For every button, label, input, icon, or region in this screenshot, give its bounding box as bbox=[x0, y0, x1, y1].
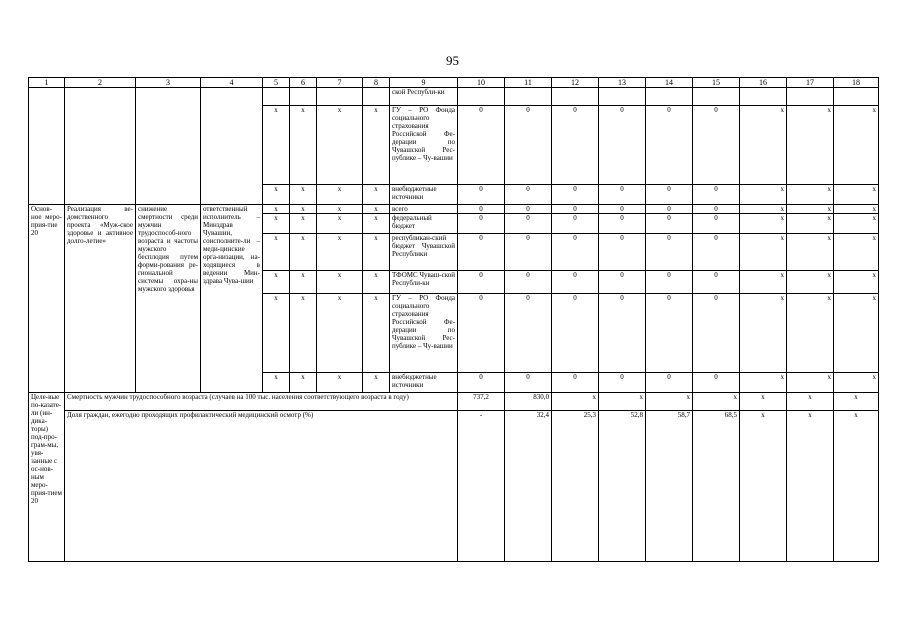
header-row bbox=[29, 78, 879, 88]
value-cell: x bbox=[552, 393, 599, 411]
value-cell: x bbox=[693, 393, 740, 411]
value-cell: 0 bbox=[505, 373, 552, 393]
value-cell: x bbox=[834, 393, 879, 411]
table-row bbox=[29, 393, 879, 411]
value-cell: x bbox=[290, 205, 317, 214]
table-cell bbox=[505, 88, 552, 106]
value-cell: x bbox=[363, 234, 390, 271]
column-header: 11 bbox=[505, 78, 552, 88]
column-header: 18 bbox=[834, 78, 879, 88]
value-cell: 0 bbox=[693, 294, 740, 373]
value-cell: x bbox=[290, 234, 317, 271]
value-cell: 737,2 bbox=[458, 393, 505, 411]
source-cell: ГУ – РО Фонда социального страхования Российской Фе-дерации по Чувашской Рес-публике – Чу-вашии bbox=[390, 294, 458, 373]
value-cell: x bbox=[263, 106, 290, 185]
value-cell: 0 bbox=[505, 106, 552, 185]
value-cell: x bbox=[317, 294, 363, 373]
table-cell bbox=[290, 88, 317, 106]
value-cell: 0 bbox=[599, 294, 646, 373]
value-cell: 25,3 bbox=[552, 411, 599, 562]
value-cell: x bbox=[263, 234, 290, 271]
table-cell bbox=[599, 88, 646, 106]
table-cell bbox=[136, 88, 201, 205]
table-cell bbox=[787, 88, 834, 106]
value-cell: 0 bbox=[552, 106, 599, 185]
value-cell: 0 bbox=[646, 185, 693, 205]
value-cell: x bbox=[834, 185, 879, 205]
value-cell: x bbox=[363, 294, 390, 373]
value-cell: 32,4 bbox=[505, 411, 552, 562]
column-header: 17 bbox=[787, 78, 834, 88]
table-row bbox=[29, 88, 879, 106]
value-cell: x bbox=[317, 205, 363, 214]
value-cell: 0 bbox=[552, 185, 599, 205]
value-cell: x bbox=[834, 214, 879, 234]
source-cell: республикан-ский бюджет Чувашской Республики bbox=[390, 234, 458, 271]
value-cell: 0 bbox=[693, 234, 740, 271]
measure-goal: снижение смертности среди мужчин трудоспособ-ного возраста и частоты мужского бесплодия путем форми-рования ре-гиональной системы охра-ны мужского здоровья bbox=[136, 205, 201, 393]
value-cell: x bbox=[834, 205, 879, 214]
source-cell: федеральный бюджет bbox=[390, 214, 458, 234]
value-cell: x bbox=[290, 214, 317, 234]
value-cell: 0 bbox=[458, 294, 505, 373]
value-cell: x bbox=[290, 373, 317, 393]
value-cell: x bbox=[834, 411, 879, 562]
value-cell: 0 bbox=[552, 205, 599, 214]
column-header: 16 bbox=[740, 78, 787, 88]
value-cell: 0 bbox=[693, 214, 740, 234]
column-header: 6 bbox=[290, 78, 317, 88]
value-cell: x bbox=[787, 106, 834, 185]
value-cell: x bbox=[834, 294, 879, 373]
source-cell: внебюджетные источники bbox=[390, 373, 458, 393]
column-header: 13 bbox=[599, 78, 646, 88]
value-cell: x bbox=[263, 185, 290, 205]
value-cell: x bbox=[263, 205, 290, 214]
value-cell: x bbox=[599, 393, 646, 411]
value-cell: x bbox=[787, 271, 834, 294]
value-cell: x bbox=[363, 106, 390, 185]
value-cell: x bbox=[787, 214, 834, 234]
value-cell: 52,8 bbox=[599, 411, 646, 562]
value-cell: x bbox=[290, 106, 317, 185]
value-cell: 0 bbox=[505, 271, 552, 294]
value-cell: x bbox=[787, 411, 834, 562]
column-header: 12 bbox=[552, 78, 599, 88]
value-cell: x bbox=[740, 294, 787, 373]
value-cell: x bbox=[263, 214, 290, 234]
value-cell: 0 bbox=[693, 106, 740, 185]
value-cell: x bbox=[263, 373, 290, 393]
value-cell: x bbox=[787, 393, 834, 411]
measure-name: Реализация ве-домственного проекта «Муж-ское здоровье и активное долго-летие» bbox=[65, 205, 136, 393]
value-cell: x bbox=[834, 373, 879, 393]
value-cell: 0 bbox=[646, 214, 693, 234]
value-cell: x bbox=[787, 373, 834, 393]
source-cell: ТФОМС Чуваш-ской Республи-ки bbox=[390, 271, 458, 294]
value-cell: 0 bbox=[599, 106, 646, 185]
value-cell: 0 bbox=[693, 373, 740, 393]
value-cell: 0 bbox=[458, 185, 505, 205]
column-header: 15 bbox=[693, 78, 740, 88]
source-cell: внебюджетные источники bbox=[390, 185, 458, 205]
value-cell: x bbox=[363, 373, 390, 393]
value-cell: x bbox=[263, 294, 290, 373]
value-cell: 0 bbox=[599, 373, 646, 393]
value-cell: 0 bbox=[693, 205, 740, 214]
table-cell bbox=[740, 88, 787, 106]
page-number: 95 bbox=[446, 53, 459, 68]
value-cell: - bbox=[458, 411, 505, 562]
table-cell bbox=[65, 88, 136, 205]
value-cell: 0 bbox=[599, 271, 646, 294]
value-cell: 0 bbox=[458, 373, 505, 393]
value-cell: 0 bbox=[646, 106, 693, 185]
value-cell: x bbox=[787, 205, 834, 214]
value-cell: x bbox=[363, 214, 390, 234]
value-cell: x bbox=[740, 185, 787, 205]
value-cell: 0 bbox=[693, 185, 740, 205]
column-header: 3 bbox=[136, 78, 201, 88]
value-cell: x bbox=[787, 185, 834, 205]
value-cell: x bbox=[834, 271, 879, 294]
value-cell: x bbox=[290, 294, 317, 373]
value-cell: x bbox=[740, 234, 787, 271]
value-cell: 0 bbox=[646, 271, 693, 294]
table-cell bbox=[693, 88, 740, 106]
value-cell: 0 bbox=[552, 234, 599, 271]
value-cell: 0 bbox=[505, 185, 552, 205]
value-cell: x bbox=[363, 185, 390, 205]
value-cell: 0 bbox=[458, 214, 505, 234]
value-cell: 0 bbox=[458, 106, 505, 185]
value-cell: 0 bbox=[599, 185, 646, 205]
value-cell: 0 bbox=[552, 271, 599, 294]
column-header: 8 bbox=[363, 78, 390, 88]
value-cell: 0 bbox=[552, 373, 599, 393]
value-cell: x bbox=[317, 214, 363, 234]
value-cell: x bbox=[317, 271, 363, 294]
value-cell: x bbox=[317, 106, 363, 185]
value-cell: x bbox=[740, 411, 787, 562]
table-cell bbox=[29, 88, 65, 205]
targets-label: Целе-вые по-казате-ли (ин-дика-торы) под-про-грам-мы, увя-занные с ос-нов-ным меро-прия-тием 20 bbox=[29, 393, 65, 562]
table-cell bbox=[263, 88, 290, 106]
value-cell: 0 bbox=[505, 214, 552, 234]
value-cell: x bbox=[363, 271, 390, 294]
table-cell bbox=[363, 88, 390, 106]
value-cell: x bbox=[740, 373, 787, 393]
value-cell: x bbox=[834, 234, 879, 271]
column-header: 4 bbox=[201, 78, 263, 88]
table-row bbox=[29, 411, 879, 562]
value-cell: x bbox=[317, 373, 363, 393]
column-header: 10 bbox=[458, 78, 505, 88]
measure-id: Основ-ное меро-прия-тие 20 bbox=[29, 205, 65, 393]
value-cell: x bbox=[787, 234, 834, 271]
value-cell: x bbox=[740, 214, 787, 234]
column-header: 7 bbox=[317, 78, 363, 88]
value-cell: 0 bbox=[599, 205, 646, 214]
column-header: 9 bbox=[390, 78, 458, 88]
value-cell: x bbox=[290, 185, 317, 205]
program-table bbox=[28, 77, 879, 562]
value-cell: 0 bbox=[505, 294, 552, 373]
value-cell: 0 bbox=[505, 234, 552, 271]
value-cell: x bbox=[363, 205, 390, 214]
value-cell: x bbox=[646, 393, 693, 411]
value-cell: x bbox=[740, 393, 787, 411]
column-header: 1 bbox=[29, 78, 65, 88]
column-header: 5 bbox=[263, 78, 290, 88]
value-cell: x bbox=[740, 106, 787, 185]
value-cell: x bbox=[740, 271, 787, 294]
column-header: 14 bbox=[646, 78, 693, 88]
indicator-name: Смертность мужчин трудоспособного возраста (случаев на 100 тыс. населения соответствующего возраста в году) bbox=[65, 393, 458, 411]
value-cell: 830,0 bbox=[505, 393, 552, 411]
value-cell: 0 bbox=[693, 271, 740, 294]
table-cell bbox=[458, 88, 505, 106]
measure-executors: ответственный исполнитель – Минздрав Чувашии, соисполните-ли – меди-цинские орга-низации, на-ходящиеся в ведении Мин-здрава Чува-шии bbox=[201, 205, 263, 393]
table-cell bbox=[552, 88, 599, 106]
value-cell: 0 bbox=[458, 271, 505, 294]
indicator-name: Доля граждан, ежегодно проходящих профилактический медицинский осмотр (%) bbox=[65, 411, 458, 562]
value-cell: x bbox=[317, 234, 363, 271]
table-cell bbox=[201, 88, 263, 205]
value-cell: x bbox=[834, 106, 879, 185]
value-cell: x bbox=[787, 294, 834, 373]
source-cell: всего bbox=[390, 205, 458, 214]
value-cell: 0 bbox=[599, 234, 646, 271]
value-cell: x bbox=[290, 271, 317, 294]
value-cell: 0 bbox=[552, 294, 599, 373]
value-cell: 0 bbox=[599, 214, 646, 234]
value-cell: x bbox=[317, 185, 363, 205]
source-cell: ской Республи-ки bbox=[390, 88, 458, 106]
value-cell: x bbox=[263, 271, 290, 294]
value-cell: x bbox=[740, 205, 787, 214]
value-cell: 0 bbox=[552, 214, 599, 234]
value-cell: 0 bbox=[458, 234, 505, 271]
value-cell: 0 bbox=[505, 205, 552, 214]
value-cell: 0 bbox=[646, 205, 693, 214]
value-cell: 58,7 bbox=[646, 411, 693, 562]
column-header: 2 bbox=[65, 78, 136, 88]
table-cell bbox=[834, 88, 879, 106]
value-cell: 0 bbox=[646, 234, 693, 271]
value-cell: 0 bbox=[646, 373, 693, 393]
value-cell: 68,5 bbox=[693, 411, 740, 562]
value-cell: 0 bbox=[458, 205, 505, 214]
table-cell bbox=[317, 88, 363, 106]
source-cell: ГУ – РО Фонда социального страхования Российской Фе-дерации по Чувашской Рес-публике – Чу-вашии bbox=[390, 106, 458, 185]
table-row bbox=[29, 205, 879, 214]
table-cell bbox=[646, 88, 693, 106]
value-cell: 0 bbox=[646, 294, 693, 373]
